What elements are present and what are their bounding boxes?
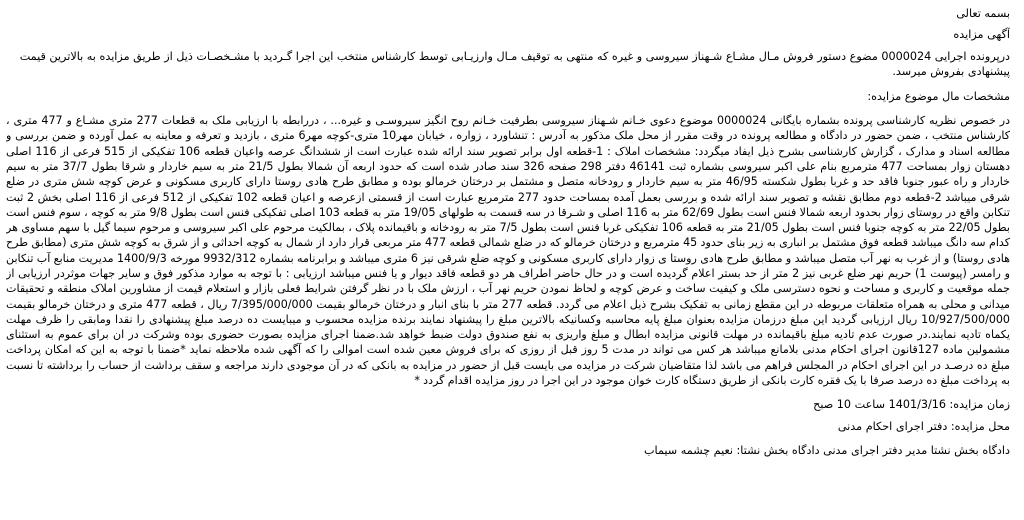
auction-notice-document xyxy=(6,6,1014,514)
spacer xyxy=(6,104,1010,113)
spacer xyxy=(6,80,1010,89)
bismillah-heading: بسمه تعالی xyxy=(956,7,1010,20)
intro-line-2: پیشنهادی بفروش میرسد. xyxy=(892,65,1010,79)
intro-line-1: درپرونده اجرایی 0000024 مضوع دستور فروش مـال مشـاع شـهناز سیروسی و غیره که منتهی به توقیف مـال وارزیـابی توسط کارشناس منتخب این اجرا گـردید با مشـخصـات ذیل از طریق مزایده به بالاترین قیمت xyxy=(19,49,1010,63)
spacer xyxy=(6,434,1010,443)
auction-place: محل مزایده: دفتر اجرای احکام مدنی xyxy=(837,419,1010,433)
notice-title: آگهی مزایده xyxy=(953,28,1010,42)
signature-line: دادگاه بخش نشتا مدیر دفتر اجرای مدنی دادگاه بخش نشتا: نعیم چشمه سیماب xyxy=(644,444,1010,458)
auction-time: زمان مزایده: 1401/3/16 ساعت 10 صبح xyxy=(813,398,1010,412)
spacer xyxy=(6,388,1010,397)
section-heading: مشخصات مال موضوع مزایده: xyxy=(867,89,1010,103)
property-description-paragraph: در خصوص نظریه کارشناسی پرونده بشماره بایگانی 0000024 موضوع دعوی خـانم شـهناز سیروسی بطرفیت خـانم روح انگیز سیروسـی و غیره... ، دررابطه با ارزیابی ملک به قطعات 277 متری مشـاع و 477 متری ، کارشناس منتخب ، ضمن حضور در دادگاه و مطالعه پرونده در وقت مقرر از محل ملک مذکور به آدرس : تنشاورد ، زواره ، خیابان مهر10 متری-کوچه مهر6 متری ، بازدید و تعرفه و معاینه به عمل آورده و ضمن بررسی و مطالعه اسناد و مدارک ، گزارش کارشناسی بشرح ذیل ایفاد میگردد: مشخصات املاک : 1-قطعه اول برابر تصویر سند ارائه شده عبارت است از ششدانگ عرصه واعیان قطعه 106 تفکیکی از 515 فرعی از 116 اصلی دهستان زوار بمساحت 477 مترمربع بنام علی اکبر سیروسی بشماره ثبت 46141 دفتر 298 صفحه 326 سند صادر شده است که حدود اربعه آن شمالا بطول 21/5 متر به سیم خاردار و شرقا بطول 37/7 متر به سیم خاردار و راه عبور جنوبا فاقد حد و غربا بطول شکسته 46/95 متر به سیم خاردار و رودخانه متصل و مشتمل بر درختان خرمالو بوده و مطابق طرح هادی روستا دارای کاربری مسکونی و عرض کوچه شش متری در ضلع شرقی میباشد 2-قطعه دوم مطابق نقشه و تصویر سند ارائه شده و بررسی بعمل آمده بمساحت حدود 277 مترمربع عبارت است از قسمتی ازعرصه و اعیان قطعه 102 تفکیکی از 512 فرعی از 116 اصلی بخش 2 ثبت تنکابن واقع در روستای زوار بحدود اربعه شمالا فنس است بطول 62/69 متر به 116 اصلی و شـرقا در سه قسمت به طولهای 19/05 متر به قطعه 103 اصلی تفکیکی فنس است بطول 9/8 متر به کوچه ، سوم فنس است بطول 22/05 متر به کوچه جنوبا فنس است بطول 21/05 متر به قطعه 106 تفکیکی غربا فنس است بطول 7/5 متر به رودخانه و باقیمانده پلاک ، بمالکیت مرحوم علی اکبر سیروسی و مرحوم سیما گیل با سهم مساوی هر کدام سه دانگ میباشد قطعه فوق مشتمل بر انباری به زیر بنای حدود 45 مترمربع و درختان خرمالو که در ضلع شمالی قطعه 477 متر مربعی قرار دارد از شمال به کوچه احداثی و از شرق به کوچه شش متری (مطابق طرح هادی روستا) و از غرب به نهر آب متصل میباشد و مطابق طرح هادی روستا ی زوار دارای کاربری مسکونی و کوچه ضلع شرقی نیز 6 متری میباشد و برابرنامه بشماره 9932/312 مورخه 1400/9/3 مدیریت منابع آب تنکابن و رامسر (پیوست 1) حریم نهر ضلع غربی نیز 2 متر از حد بستر اعلام گردیده است و در حال حاضر اطراف هر دو قطعه فاقد دیوار و یا فنس میباشد ارزیابی : با توجه به موارد مذکور فوق و سایر جهات موثردر ارزیابی از جمله موقعیت و کاربری و مساحت و نحوه دسترسی ملک و کیفیت ساخت و عرض کوچه و لحاظ نمودن حریم نهر آب ، ارزش ملک با در نظر گرفتن شرایط فعلی بازار و استعلام قیمت از مشاورین املاک منطقه و تحقیقات میدانی و محلی به همراه متعلقات مربوطه در این مقطع زمانی به تفکیک بشرح ذیل اعلام می گردد. قطعه 277 متر با بنای انبار و درختان خرمالو بقیمت 7/395/000/000 ریال ، قطعه 477 متری و درختان خرمالو بقیمت 10/927/500/000 ریال ارزیابی گردید این مبلغ درزمان مزایده بعنوان مبلغ پایه محاسبه وکسانیکه بالاترین مبلغ را پیشنهاد نمایند برنده مزایده محسوب و میبایست ده درصد مبلغ پیشنهادی را نقدا ومابقی را ظرف مهلت یکماه تادیه نمایند.در صورت عدم تادیه مبلغ باقیمانده در مهلت قانونی مزایده ابطال و مبلغ واریزی به نفع صندوق دولت ضبط خواهد شد.ضمنا اجرای مزایده بصورت حضوری بوده وشرکت در ان برای عموم به استثنای مشمولین ماده 127قانون اجرای احکام مدنی بلامانع میباشد هر کس می تواند در مدت 5 روز قبل از روزی که برای فروش معین شده است اموالی را که آگهی شده ملاحظه نماید *ضمنا با توجه به این که امکان پرداخت مبلغ ده درصـد در این اجرای احکام در المجلس فراهم می باشد لذا متقاضیان شرکت در مزایده می بایست قبل از حضور در مزایده به بانکی که در آن موجودی دارند مراجعه و سقف برداشت از حساب را برداشته تا نسبت به پرداخت مبلغ ده درصد صرفا با یک فقره کارت بانکی از طریق دستگاه کارت خوان موجود در این اجرا در روز مزایده اقدام گردد * xyxy=(6,114,1010,388)
